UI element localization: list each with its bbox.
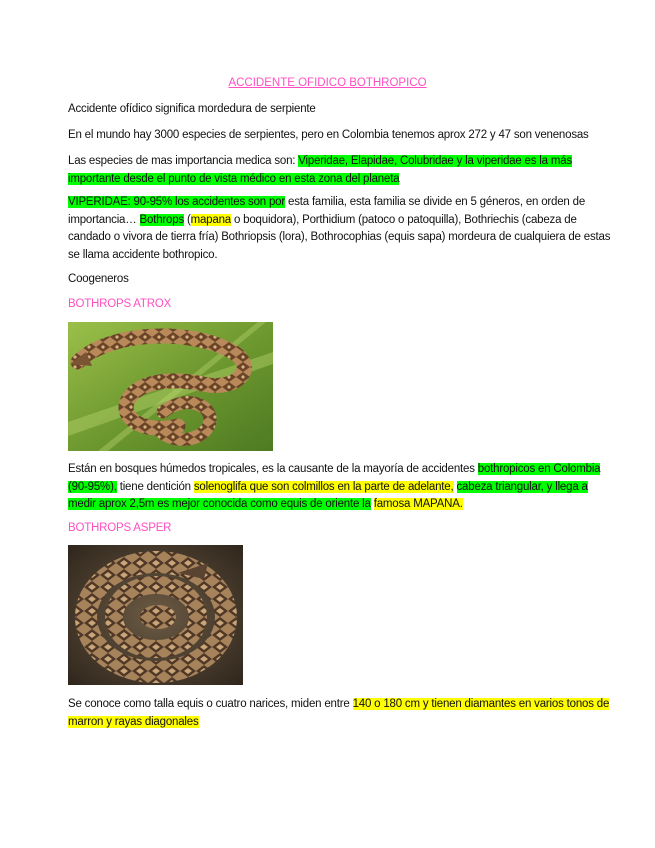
- paragraph-species-count: En el mundo hay 3000 especies de serpientes, pero en Colombia tenemos aprox 272 y 47 son venenosas: [68, 129, 589, 141]
- asper-text: Se conoce como talla equis o cuatro narices, miden entre: [68, 698, 353, 710]
- paragraph-viperidae: [68, 194, 618, 264]
- bothrops-atrox-photo: [68, 322, 273, 451]
- important-species-intro: Las especies de mas importancia medica son:: [68, 155, 299, 167]
- atrox-colombia-highlight: bothropicos en Colombia (90-95%),: [68, 463, 601, 493]
- asper-size-highlight: 140 o 180 cm y tienen diamantes en varios tonos de marron y rayas diagonales: [68, 698, 610, 728]
- atrox-solenoglifa-highlight: solenoglifa que son colmillos en la parte de adelante,: [193, 480, 454, 493]
- mapana-highlight: mapana: [190, 213, 231, 226]
- paragraph-bothrops-asper: [68, 696, 618, 731]
- document-title: ACCIDENTE OFIDICO BOTHROPICO: [228, 77, 427, 89]
- atrox-head-highlight: cabeza triangular, y llega a medir aprox 2,5m es mejor conocida como equis de oriente la: [68, 480, 588, 510]
- viperidae-highlight: VIPERIDAE: 90-95% los accidentes son por: [68, 196, 286, 208]
- paragraph-coogeneros: Coogeneros: [68, 273, 129, 285]
- atrox-text: Están en bosques húmedos tropicales, es la causante de la mayoría de accidentes: [68, 463, 478, 475]
- bothrops-asper-photo: [68, 545, 243, 685]
- viperidae-text: esta familia, esta familia se divide en 5 géneros, en orden de importancia…: [68, 196, 586, 226]
- paragraph-important-species: [68, 153, 618, 188]
- paragraph-bothrops-atrox: [68, 461, 618, 514]
- viperidae-text-3: o boquidora), Porthidium (patoco o patoquilla), Bothriechis (cabeza de candado o vivora de tierra fría) Bothriopsis (lora), Bothrocophias (equis sapa) mordeura de cualquiera de estas se llama accidente bothropico.: [68, 213, 611, 261]
- atrox-text-2: tiene dentición: [116, 480, 194, 493]
- viperidae-text-2: (: [183, 213, 191, 226]
- heading-bothrops-atrox: BOTHROPS ATROX: [68, 298, 172, 310]
- important-species-highlight: Viperidae, Elapidae, Colubridae y la viperidae es la más importante desde el punto de vista médico en esta zona del planeta: [68, 155, 572, 185]
- bothrops-highlight: Bothrops: [139, 213, 184, 226]
- heading-bothrops-asper: BOTHROPS ASPER: [68, 522, 172, 534]
- paragraph-definition: Accidente ofídico significa mordedura de serpiente: [68, 103, 316, 115]
- atrox-mapana-highlight: famosa MAPANA.: [373, 498, 463, 510]
